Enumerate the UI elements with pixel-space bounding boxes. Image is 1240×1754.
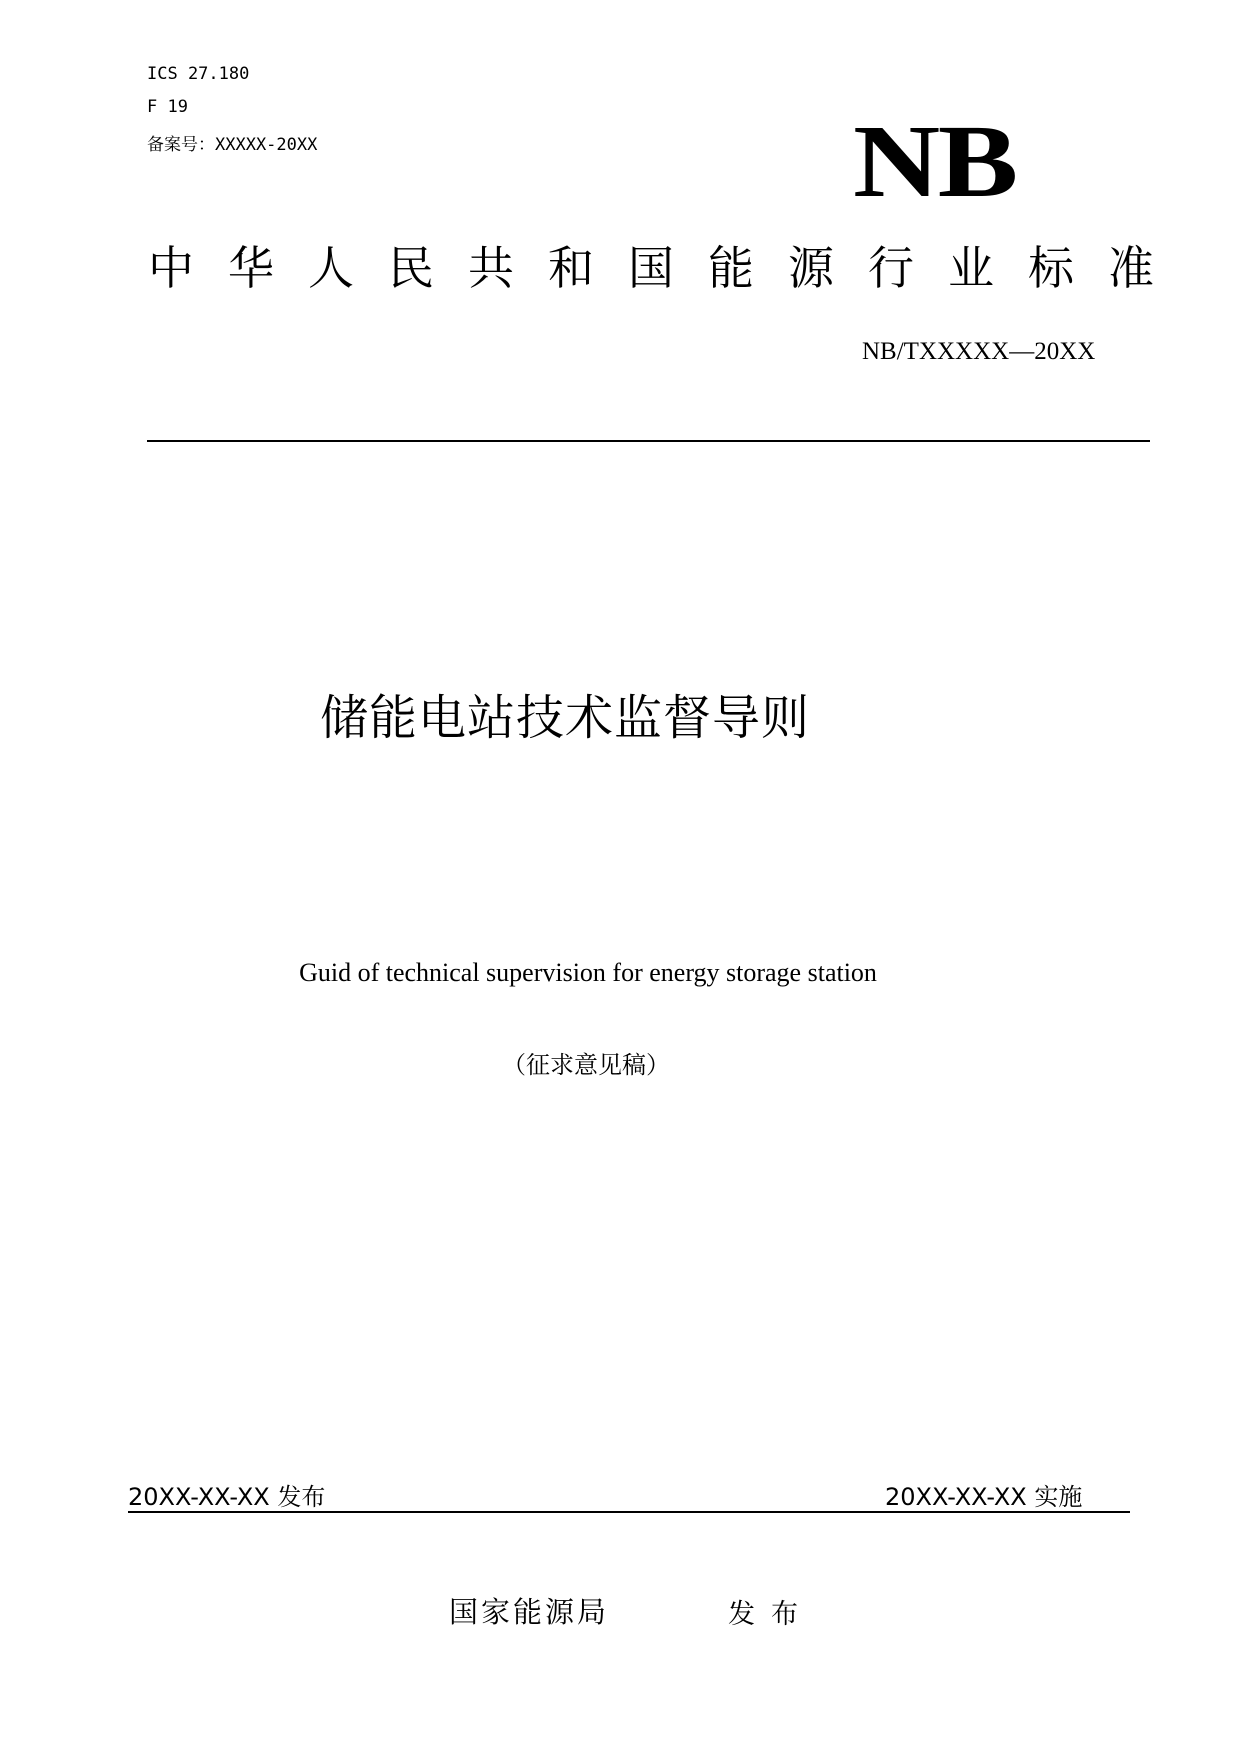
issuer-char: 人 — [308, 241, 354, 295]
publish-date: 20XX-XX-XX 发布 — [128, 1483, 326, 1511]
issuer-char: 标 — [1028, 241, 1074, 295]
implement-date: 20XX-XX-XX 实施 — [885, 1483, 1083, 1511]
issuer-char: 行 — [868, 241, 914, 295]
nb-logo: NB — [853, 104, 1016, 219]
footer-divider — [128, 1511, 1130, 1513]
publisher-name: 国家能源局 — [449, 1595, 610, 1629]
issuer-char: 国 — [628, 241, 674, 295]
issuer-char: 民 — [388, 241, 434, 295]
ics-code: ICS 27.180 — [147, 64, 250, 84]
publish-label: 发布 — [728, 1599, 814, 1630]
issuer-char: 华 — [228, 241, 274, 295]
draft-status-block — [0, 1045, 1240, 1080]
issuer-char: 准 — [1108, 241, 1154, 295]
classification-code: F 19 — [147, 97, 188, 117]
issuer-char: 能 — [708, 241, 754, 295]
english-title: Guid of technical supervision for energy storage station — [299, 958, 877, 987]
issuer-char: 和 — [548, 241, 594, 295]
filing-number: 备案号：XXXXX-20XX — [147, 135, 318, 155]
issuer-char: 共 — [468, 241, 514, 295]
issuer-title — [148, 240, 1158, 296]
draft-status: （征求意见稿） — [502, 1051, 670, 1079]
issuer-char: 源 — [788, 241, 834, 295]
issuer-char: 业 — [948, 241, 994, 295]
document-title-block — [0, 688, 1240, 748]
standard-number: NB/TXXXXX—20XX — [862, 338, 1096, 365]
document-title: 储能电站技术监督导则 — [319, 690, 810, 746]
issuer-char: 中 — [148, 241, 194, 295]
english-title-block — [0, 958, 1240, 988]
header-divider — [147, 440, 1150, 442]
